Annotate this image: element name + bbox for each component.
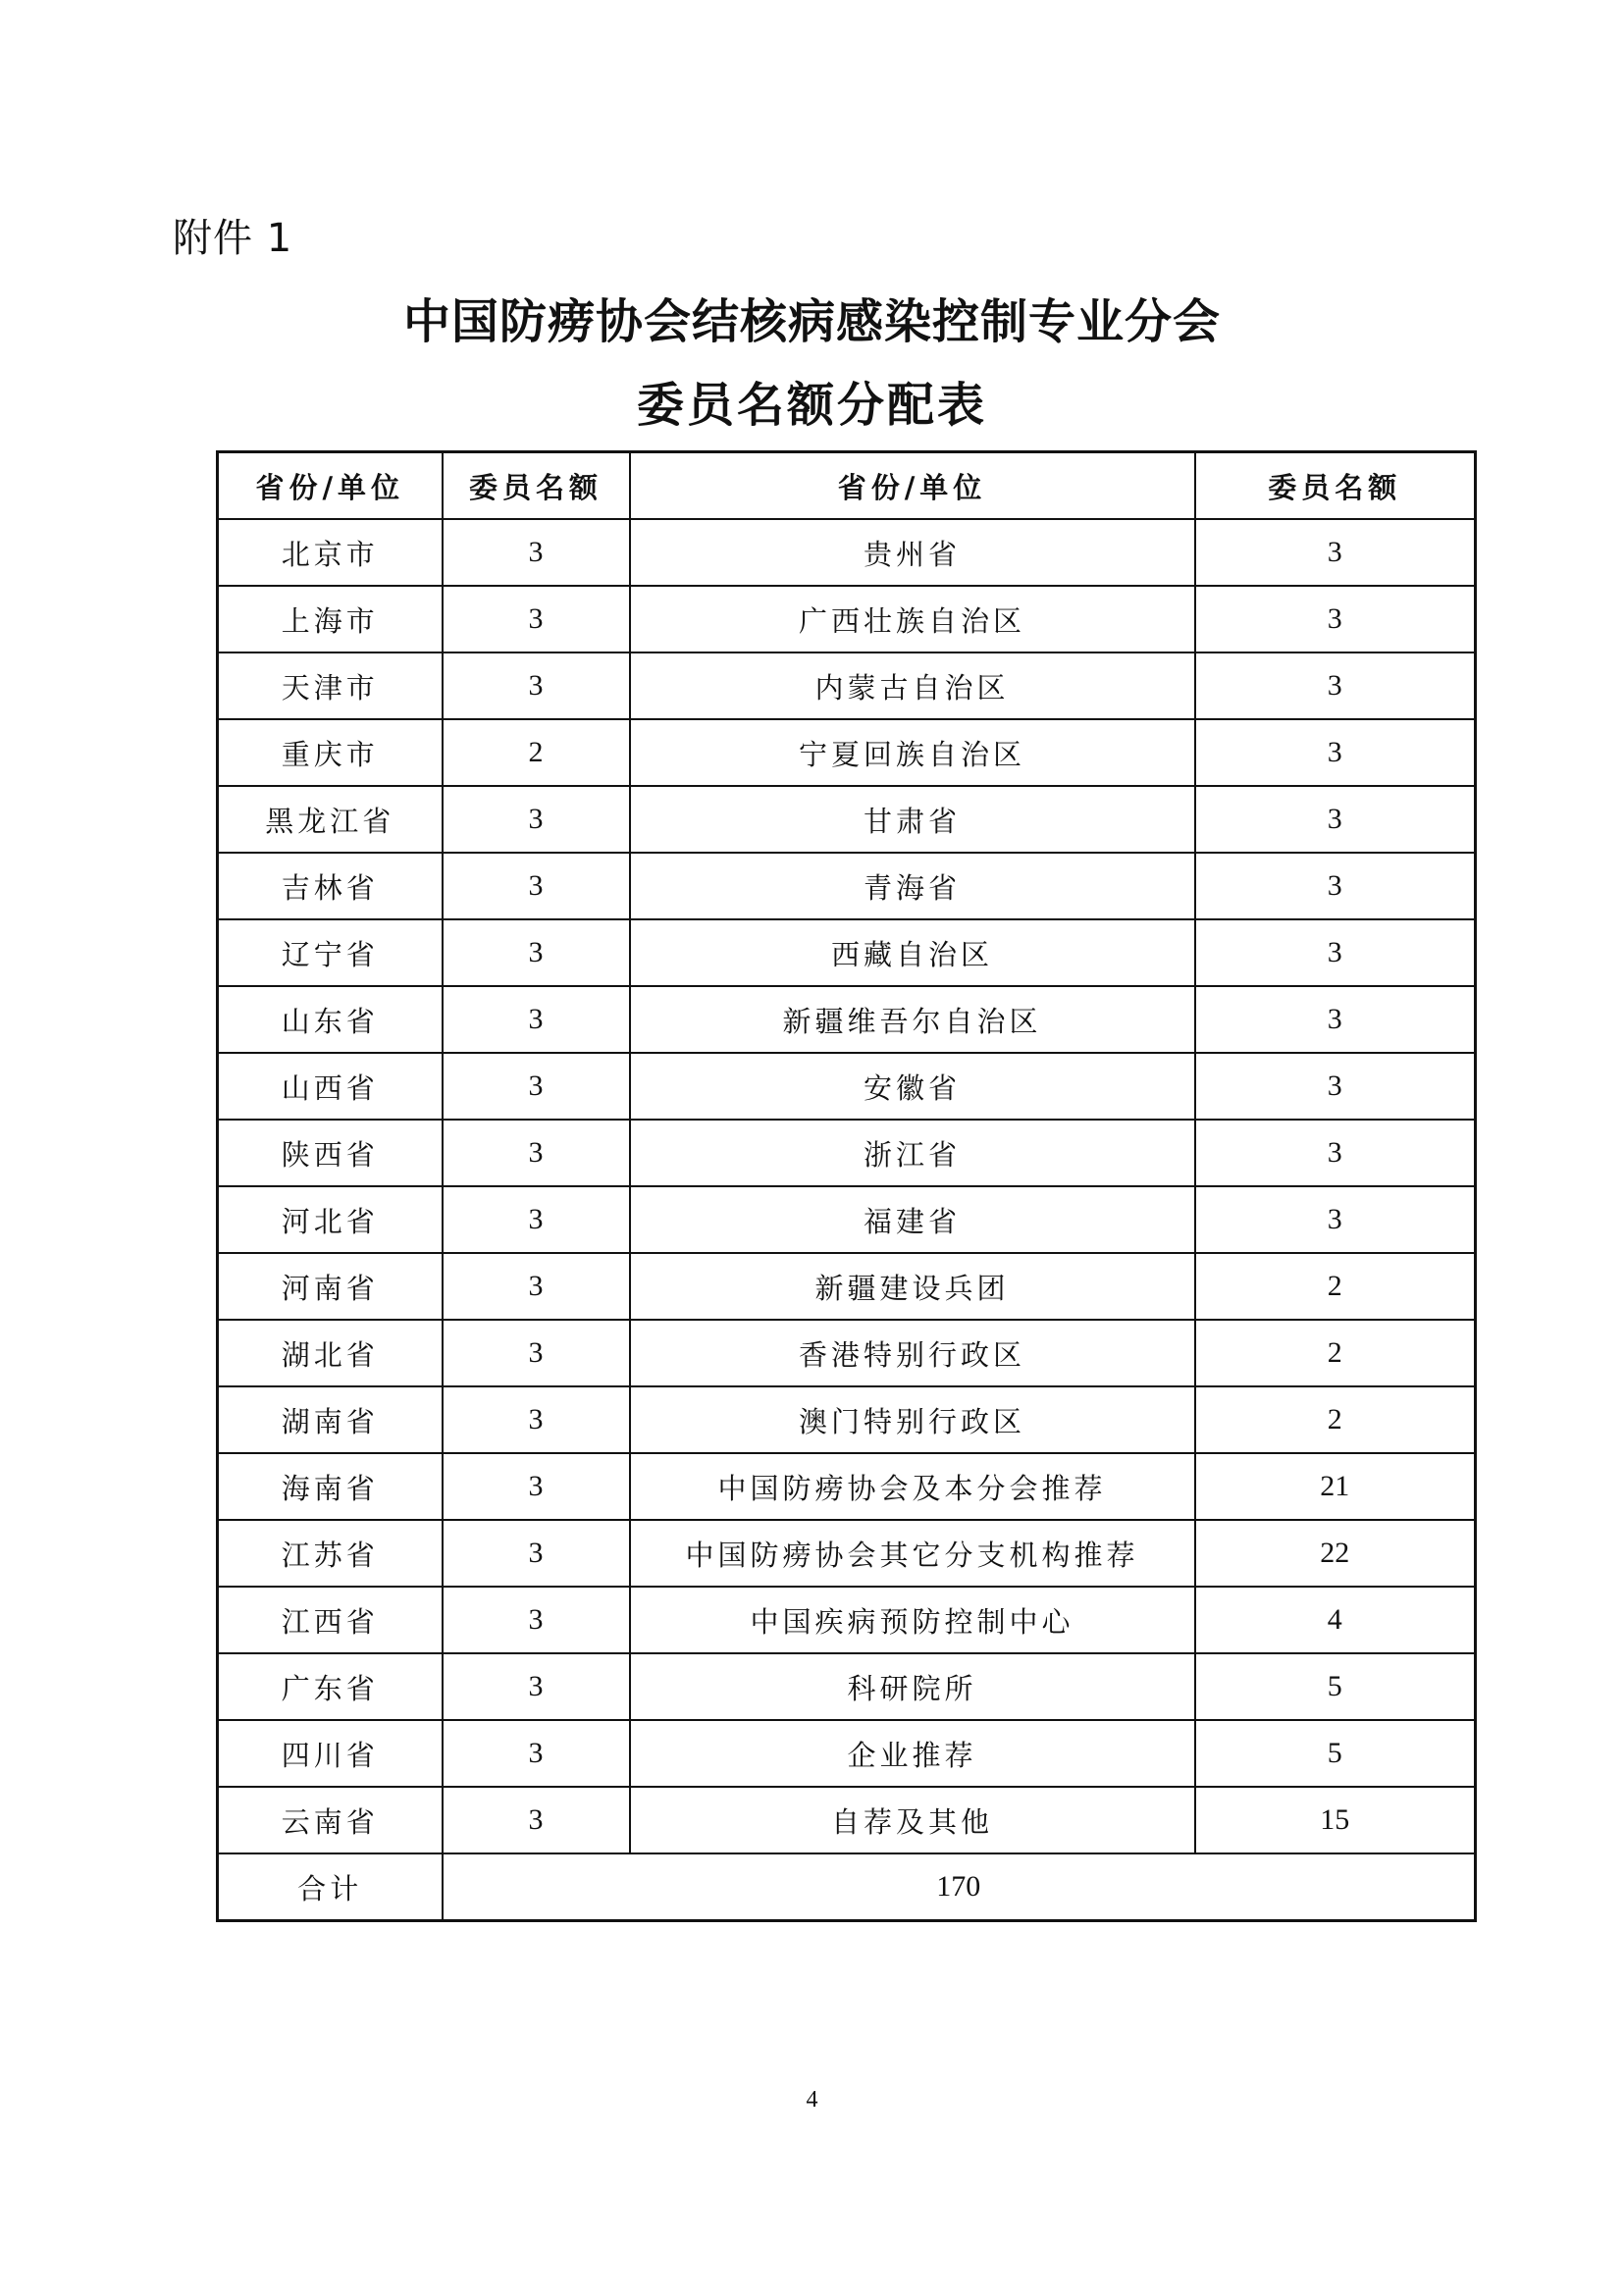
table-row: [218, 1720, 1476, 1787]
member-quota-cell: 3: [1195, 1053, 1476, 1120]
province-unit-cell: 安徽省: [630, 1053, 1195, 1120]
member-quota-cell: 3: [1195, 652, 1476, 719]
province-unit-cell: 浙江省: [630, 1120, 1195, 1186]
province-unit-cell: 河南省: [218, 1253, 443, 1320]
member-quota-cell: 3: [1195, 786, 1476, 853]
member-quota-cell: 21: [1195, 1453, 1476, 1520]
member-quota-cell: 3: [443, 853, 630, 919]
table-row: [218, 1053, 1476, 1120]
member-quota-cell: 3: [443, 1120, 630, 1186]
member-quota-cell: 3: [443, 1653, 630, 1720]
province-unit-cell: 新疆建设兵团: [630, 1253, 1195, 1320]
table-row: [218, 1453, 1476, 1520]
province-unit-cell: 贵州省: [630, 519, 1195, 586]
header-member-quota: 委员名额: [1195, 452, 1476, 520]
province-unit-cell: 科研院所: [630, 1653, 1195, 1720]
province-unit-cell: 福建省: [630, 1186, 1195, 1253]
province-unit-cell: 北京市: [218, 519, 443, 586]
member-quota-cell: 2: [443, 719, 630, 786]
table-row: [218, 853, 1476, 919]
province-unit-cell: 山东省: [218, 986, 443, 1053]
province-unit-cell: 甘肃省: [630, 786, 1195, 853]
member-quota-cell: 3: [1195, 919, 1476, 986]
total-label: 合计: [218, 1853, 443, 1921]
province-unit-cell: 江西省: [218, 1587, 443, 1653]
member-quota-cell: 3: [1195, 519, 1476, 586]
total-value: 170: [443, 1853, 1476, 1921]
province-unit-cell: 湖北省: [218, 1320, 443, 1386]
table-body: [218, 519, 1476, 1853]
province-unit-cell: 中国防痨协会其它分支机构推荐: [630, 1520, 1195, 1587]
header-province-unit: 省份/单位: [630, 452, 1195, 520]
member-quota-cell: 3: [443, 1720, 630, 1787]
attachment-label: 附件 1: [173, 216, 293, 261]
document-title: 中国防痨协会结核病感染控制专业分会: [402, 294, 1221, 349]
member-quota-cell: 22: [1195, 1520, 1476, 1587]
member-quota-cell: 3: [443, 1386, 630, 1453]
province-unit-cell: 山西省: [218, 1053, 443, 1120]
member-quota-cell: 3: [443, 1053, 630, 1120]
member-quota-cell: 5: [1195, 1653, 1476, 1720]
member-quota-cell: 3: [443, 519, 630, 586]
province-unit-cell: 江苏省: [218, 1520, 443, 1587]
total-row: [218, 1853, 1476, 1921]
province-unit-cell: 辽宁省: [218, 919, 443, 986]
member-quota-cell: 3: [443, 919, 630, 986]
province-unit-cell: 黑龙江省: [218, 786, 443, 853]
member-quota-cell: 3: [443, 652, 630, 719]
member-quota-cell: 3: [443, 1587, 630, 1653]
table-row: [218, 1587, 1476, 1653]
member-quota-cell: 5: [1195, 1720, 1476, 1787]
member-quota-cell: 15: [1195, 1787, 1476, 1853]
member-quota-cell: 3: [1195, 719, 1476, 786]
table-row: [218, 1186, 1476, 1253]
member-quota-cell: 3: [443, 1787, 630, 1853]
province-unit-cell: 重庆市: [218, 719, 443, 786]
table-row: [218, 719, 1476, 786]
province-unit-cell: 澳门特别行政区: [630, 1386, 1195, 1453]
member-quota-cell: 3: [1195, 1120, 1476, 1186]
province-unit-cell: 云南省: [218, 1787, 443, 1853]
province-unit-cell: 新疆维吾尔自治区: [630, 986, 1195, 1053]
province-unit-cell: 广西壮族自治区: [630, 586, 1195, 652]
province-unit-cell: 吉林省: [218, 853, 443, 919]
member-quota-cell: 3: [443, 1520, 630, 1587]
province-unit-cell: 天津市: [218, 652, 443, 719]
table-row: [218, 586, 1476, 652]
member-quota-cell: 3: [1195, 986, 1476, 1053]
province-unit-cell: 中国疾病预防控制中心: [630, 1587, 1195, 1653]
member-quota-cell: 3: [443, 1186, 630, 1253]
table-row: [218, 1653, 1476, 1720]
header-province-unit: 省份/单位: [218, 452, 443, 520]
province-unit-cell: 自荐及其他: [630, 1787, 1195, 1853]
member-quota-cell: 3: [443, 1320, 630, 1386]
member-quota-cell: 2: [1195, 1253, 1476, 1320]
member-quota-cell: 3: [1195, 586, 1476, 652]
member-quota-cell: 2: [1195, 1320, 1476, 1386]
table-row: [218, 1320, 1476, 1386]
page-number: 4: [806, 2087, 818, 2113]
member-quota-cell: 3: [443, 586, 630, 652]
header-member-quota: 委员名额: [443, 452, 630, 520]
table-row: [218, 986, 1476, 1053]
table-row: [218, 1386, 1476, 1453]
province-unit-cell: 陕西省: [218, 1120, 443, 1186]
table-row: [218, 519, 1476, 586]
province-unit-cell: 香港特别行政区: [630, 1320, 1195, 1386]
table-header-row: [218, 452, 1476, 520]
table-row: [218, 1253, 1476, 1320]
province-unit-cell: 四川省: [218, 1720, 443, 1787]
table-row: [218, 1120, 1476, 1186]
province-unit-cell: 青海省: [630, 853, 1195, 919]
member-quota-cell: 4: [1195, 1587, 1476, 1653]
table-row: [218, 1520, 1476, 1587]
member-quota-cell: 3: [443, 986, 630, 1053]
province-unit-cell: 河北省: [218, 1186, 443, 1253]
table-row: [218, 652, 1476, 719]
quota-allocation-table: [216, 450, 1477, 1922]
province-unit-cell: 企业推荐: [630, 1720, 1195, 1787]
member-quota-cell: 3: [1195, 853, 1476, 919]
province-unit-cell: 宁夏回族自治区: [630, 719, 1195, 786]
province-unit-cell: 西藏自治区: [630, 919, 1195, 986]
table-row: [218, 1787, 1476, 1853]
province-unit-cell: 内蒙古自治区: [630, 652, 1195, 719]
member-quota-cell: 2: [1195, 1386, 1476, 1453]
province-unit-cell: 上海市: [218, 586, 443, 652]
table-row: [218, 786, 1476, 853]
member-quota-cell: 3: [443, 1453, 630, 1520]
member-quota-cell: 3: [1195, 1186, 1476, 1253]
province-unit-cell: 中国防痨协会及本分会推荐: [630, 1453, 1195, 1520]
table-row: [218, 919, 1476, 986]
document-subtitle: 委员名额分配表: [636, 378, 987, 433]
member-quota-cell: 3: [443, 1253, 630, 1320]
province-unit-cell: 湖南省: [218, 1386, 443, 1453]
province-unit-cell: 海南省: [218, 1453, 443, 1520]
province-unit-cell: 广东省: [218, 1653, 443, 1720]
member-quota-cell: 3: [443, 786, 630, 853]
